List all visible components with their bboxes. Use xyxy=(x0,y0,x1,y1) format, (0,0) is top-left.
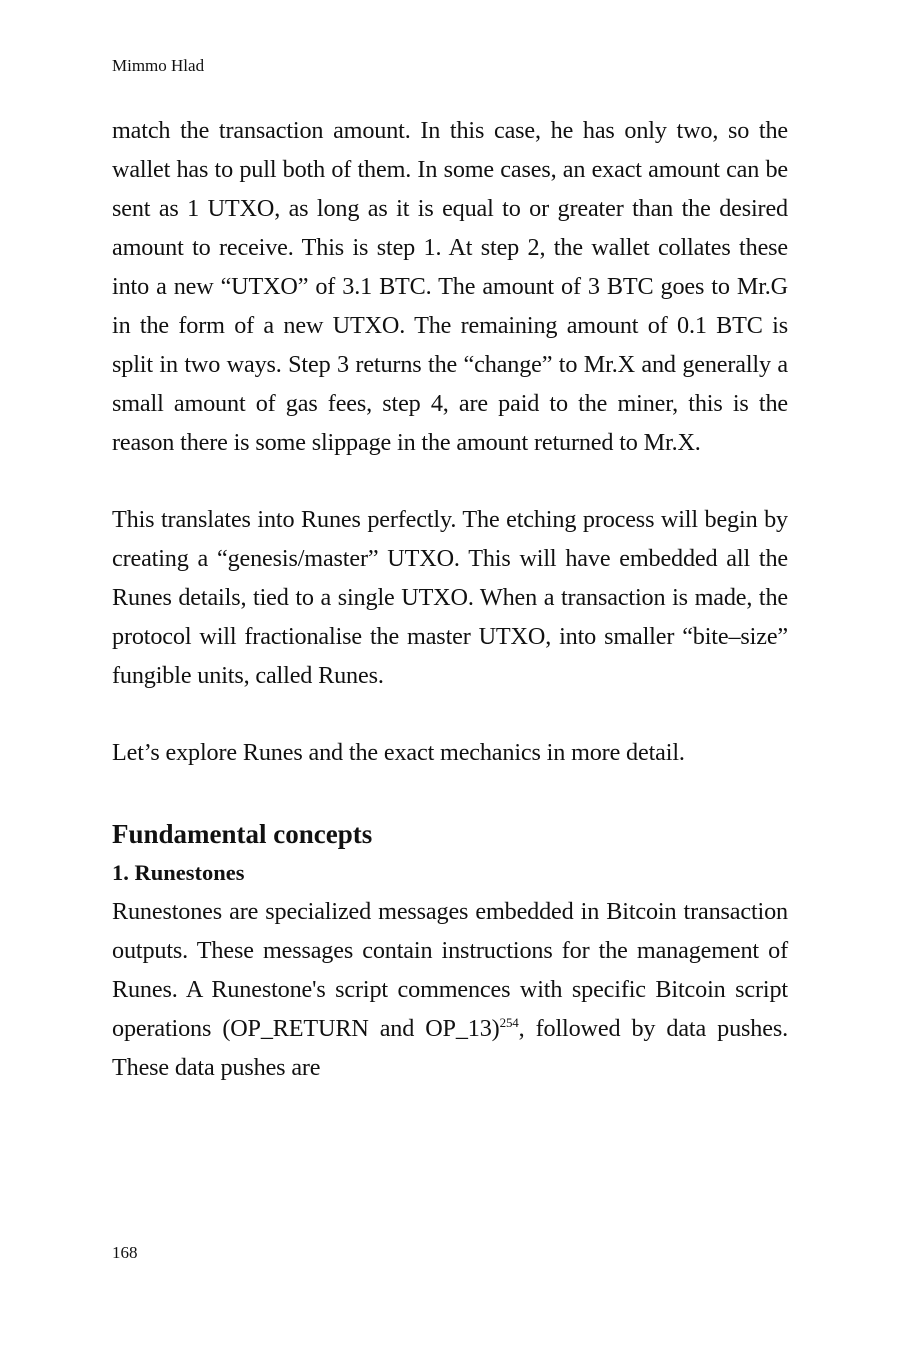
paragraph-runes-translation: This translates into Runes perfectly. The etching process will begin by creating a “genesis/master” UTXO. This will have embedded all the Runes details, tied to a single UTXO. When a transaction is made, the protocol will fractionalise the master UTXO, into smaller “bite–size” fungible units, called Runes. xyxy=(112,506,788,689)
subsection-title-runestones: 1. Runestones xyxy=(112,860,245,885)
paragraph-runestones-text-1: Runestones are specialized messages embedded in Bitcoin transaction outputs. These messages contain instructions for the management of Runes. A Runestone's script commences with specific Bitcoin script operations (OP_RETURN and OP_13) xyxy=(112,898,788,1042)
paragraph-runestones-text-2: , followed by data pushes. These data pushes are xyxy=(112,1015,788,1081)
paragraph-explore-intro: Let’s explore Runes and the exact mechanics in more detail. xyxy=(112,739,685,766)
paragraph-runestones-definition xyxy=(112,892,788,1087)
footnote-reference[interactable]: 254 xyxy=(499,1015,519,1030)
page-number: 168 xyxy=(112,1243,138,1262)
page-body xyxy=(112,111,788,1087)
paragraph-utxo-example: match the transaction amount. In this case, he has only two, so the wallet has to pull both of them. In some cases, an exact amount can be sent as 1 UTXO, as long as it is equal to or greater than the desired amount to receive. This is step 1. At step 2, the wallet collates these into a new “UTXO” of 3.1 BTC. The amount of 3 BTC goes to Mr.G in the form of a new UTXO. The remaining amount of 0.1 BTC is split in two ways. Step 3 returns the “change” to Mr.X and generally a small amount of gas fees, step 4, are paid to the miner, this is the reason there is some slippage in the amount returned to Mr.X. xyxy=(112,117,788,456)
section-title-fundamental-concepts: Fundamental concepts xyxy=(112,819,373,849)
running-head-author: Mimmo Hlad xyxy=(112,56,205,75)
